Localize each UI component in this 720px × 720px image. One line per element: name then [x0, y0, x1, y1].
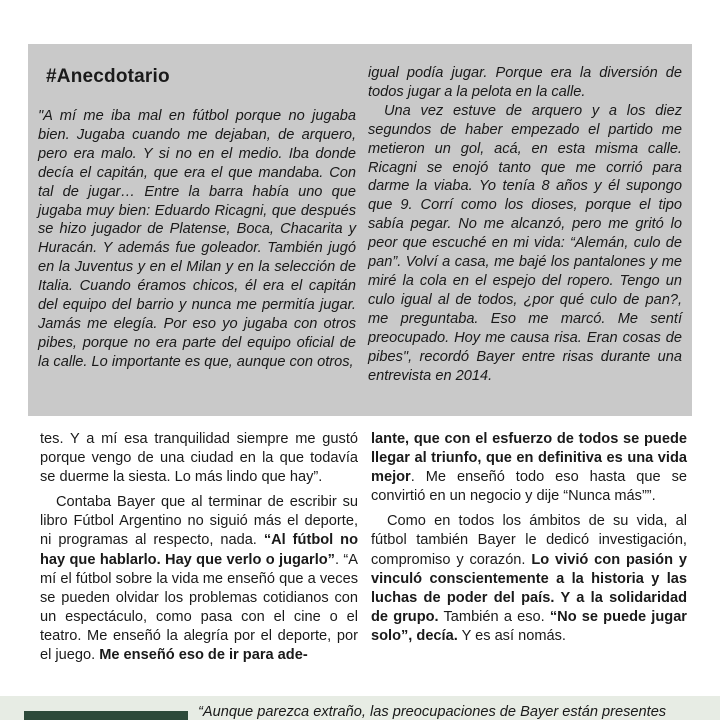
anecdote-paragraph: "A mí me iba mal en fútbol porque no jugaba bien. Jugaba cuando me dejaban, de arquero, pero era malo. Y si no en el medio. Iba donde decía el capitán, que era el que mandaba. Con tal de jugar… Entre la barra había uno que jugaba muy bien: Eduardo Ricagni, que después se hizo jugador de Platense, Boca, Chacarita y Huracán. Y además fue goleador. También jugó en la Juventus y en el Milan y en la selección de Italia. Cuando éramos chicos, él era el capitán del equipo del barrio y nunca me permitía jugar. Jamás me elegía. Por eso yo jugaba con otros pibes, porque no era parte del equipo oficial de la calle. Lo importante es que, aunque con otros, — [38, 108, 356, 370]
body-right-column — [371, 430, 687, 646]
teaser-quote: “Aunque parezca extraño, las preocupaciones de Bayer están presentes — [198, 704, 667, 720]
body-text: Contaba Bayer que al terminar de escribir su libro Fútbol Argentino no siguió más el deporte, ni programas al respecto, nada. — [40, 494, 358, 549]
body-text: También a eso. — [438, 608, 550, 625]
anecdote-box — [28, 44, 692, 416]
body-paragraph — [371, 512, 687, 646]
body-paragraph — [40, 493, 358, 665]
body-left-column — [40, 430, 358, 665]
anecdote-paragraph: Una vez estuve de arquero y a los diez segundos de haber empezado el partido me metieron un gol, acá, en esta misma calle. Ricagni se enojó tanto que me corrió para darme la viaba. Yo tenía 8 años y él supongo que 9. Corrí como los dioses, porque el tipo sabía pegar. No me alcanzó, pero me gritó lo peor que escuché en mi vida: “Alemán, culo de pan”. Volví a casa, me bajé los pantalones y me miré la cola en el espejo del ropero. Tengo un culo igual al de todos, ¿por qué culo de pan?, me preguntaba. Eso me marcó. Me sentí preocupado. Hoy me causa risa. Eran cosas de pibes", recordó Bayer entre risas durante una entrevista en 2014. — [368, 102, 682, 384]
body-quote-bold: “Al fútbol no hay que hablarlo. Hay que verlo o jugarlo” — [40, 532, 358, 568]
body-text: Como en todos los ámbitos de su vida, al fútbol también Bayer le dedicó investigación, compromiso y corazón. — [371, 513, 687, 568]
anecdote-paragraph: igual podía jugar. Porque era la diversión de todos jugar a la pelota en la calle. — [368, 65, 682, 100]
anecdote-left-column — [38, 107, 356, 372]
next-section-band — [0, 696, 720, 720]
photo-thumbnail — [24, 711, 188, 720]
body-quote-bold: Me enseñó eso de ir para ade- — [99, 647, 308, 664]
body-quote-bold: “No se puede jugar solo”, decía. — [371, 608, 687, 644]
body-text: . “A mí el fútbol sobre la vida me enseñó que a veces se pueden olvidar los problemas cotidianos con un espectáculo, como pasa con el cine o el teatro. Me enseñó la alegría por el deporte, por el juego. — [40, 551, 358, 664]
body-paragraph: tes. Y a mí esa tranquilidad siempre me gustó porque vengo de una ciudad en la que todavía se duerme la siesta. Lo más lindo que hay”. — [40, 431, 358, 486]
anecdote-heading: #Anecdotario — [46, 66, 170, 87]
body-text: Y es así nomás. — [457, 627, 566, 644]
anecdote-right-column — [368, 64, 682, 385]
body-paragraph — [371, 430, 687, 506]
body-quote-bold: lante, que con el esfuerzo de todos se puede llegar al triunfo, que en definitiva es una vida mejor — [371, 431, 687, 486]
body-text: . Me enseñó todo eso hasta que se convirtió en un negocio y dije “Nunca más””. — [371, 469, 687, 505]
body-quote-bold: Lo vivió con pasión y vinculó conscientemente a la historia y las luchas de poder del país. Y a la solidaridad de grupo. — [371, 551, 687, 625]
